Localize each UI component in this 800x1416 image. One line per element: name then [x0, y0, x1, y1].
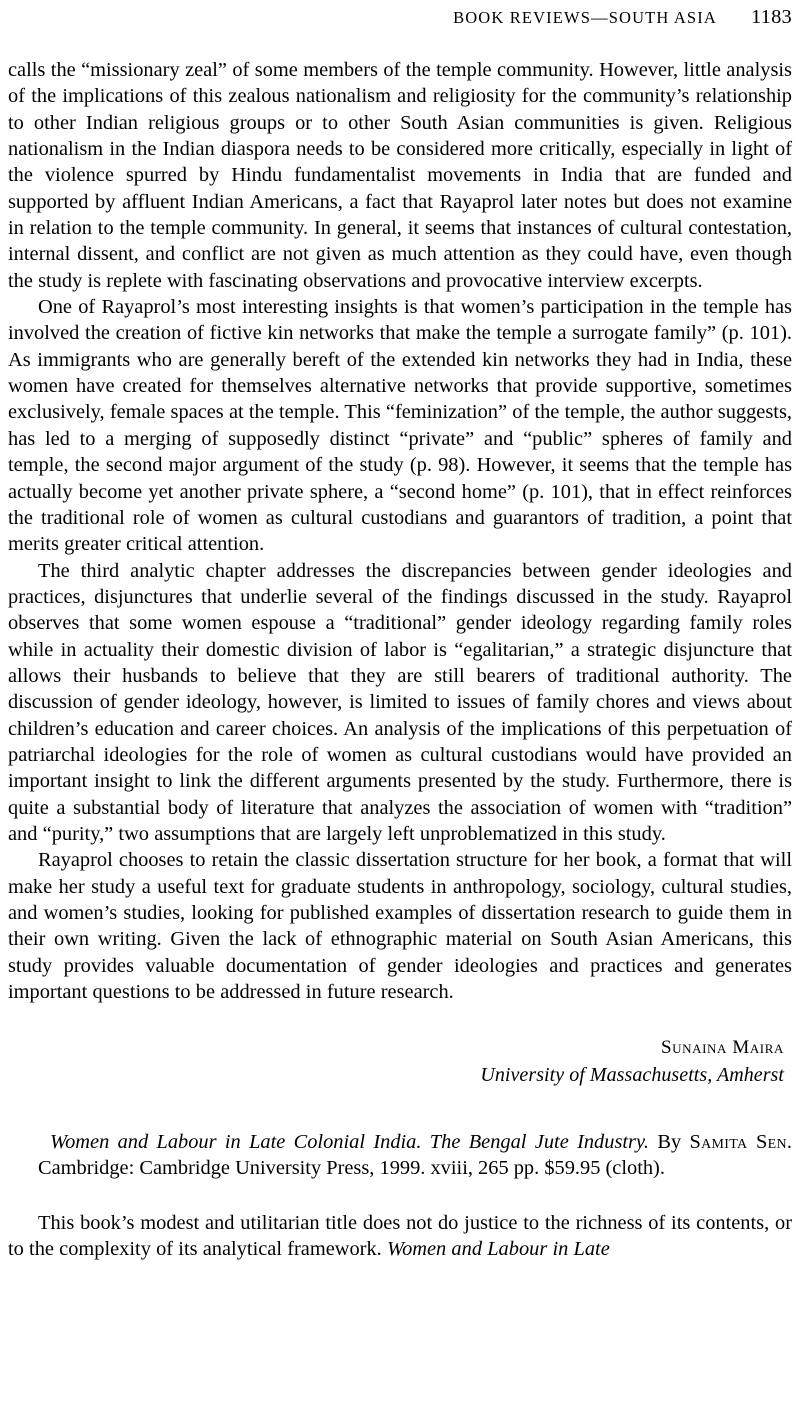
reviewer-affiliation: University of Massachusetts, Amherst — [480, 1063, 784, 1086]
book-citation — [8, 1129, 792, 1182]
next-review-opening — [8, 1210, 792, 1263]
reviewer-signature — [8, 1035, 792, 1088]
citation-book-title: Women and Labour in Late Colonial India. The Bengal Jute Industry. — [50, 1131, 650, 1154]
citation-publication-details: . Cambridge: Cambridge University Press, 1999. xviii, 265 pp. $59.95 (cloth). — [38, 1131, 793, 1180]
running-head-title: BOOK REVIEWS—SOUTH ASIA — [453, 8, 717, 27]
page-number: 1183 — [750, 6, 792, 28]
paragraph-continued: calls the “missionary zeal” of some members of the temple community. However, little analysis of the implications of this zealous nationalism and religiosity for the community’s relationship to other Indian religious groups or to other South Asian communities is given. Religious nationalism in the Indian diaspora needs to be considered more critically, especially in light of the violence spurred by Hindu fundamentalist movements in India that are funded and supported by affluent Indian Americans, a fact that Rayaprol later notes but does not examine in relation to the temple community. In general, it seems that instances of cultural contestation, internal dissent, and conflict are not given as much attention as they could have, even though the study is replete with fascinating observations and provocative interview excerpts. — [8, 59, 792, 292]
running-head — [0, 6, 800, 30]
reviewer-name: Sunaina Maira — [660, 1037, 784, 1059]
citation-author: Samita Sen — [689, 1131, 787, 1154]
text-column — [8, 57, 792, 1262]
next-review-paragraph — [8, 1210, 792, 1263]
paragraph-dissertation-structure: Rayaprol chooses to retain the classic dissertation structure for her book, a format that will make her study a useful text for graduate students in anthropology, sociology, cultural studies, and women’s studies, looking for published examples of dissertation research to guide them in their own writing. Given the lack of ethnographic material on South Asian Americans, this study provides valuable documentation of gender ideologies and practices and generates important questions to be addressed in future research. — [8, 849, 792, 1004]
paragraph-third-chapter: The third analytic chapter addresses the discrepancies between gender ideologies and practices, disjunctures that underlie several of the findings discussed in the study. Rayaprol observes that some women espouse a “traditional” gender ideology regarding family roles while in actuality their domestic division of labor is “egalitarian,” a strategic disjuncture that allows their husbands to believe that they are still bearers of traditional authority. The discussion of gender ideology, however, is limited to issues of family chores and views about children’s education and career choices. An analysis of the implications of this perpetuation of patriarchal ideologies for the role of women as cultural custodians would have provided an important insight to link the different arguments presented by the study. Furthermore, there is quite a substantial body of literature that analyzes the association of women with “tradition” and “purity,” two assumptions that are largely left unproblematized in this study. — [8, 559, 792, 845]
citation-by-word: By — [657, 1131, 682, 1154]
paragraph-fictive-kin: One of Rayaprol’s most interesting insights is that women’s participation in the temple has involved the creation of fictive kin networks that make the temple a surrogate family” (p. 101). As immigrants who are generally bereft of the extended kin networks they had in India, these women have created for themselves alternative networks that provide supportive, sometimes exclusively, female spaces at the temple. This “feminization” of the temple, the author suggests, has led to a merging of supposedly distinct “private” and “public” spheres of family and temple, the second major argument of the study (p. 98). However, it seems that the temple has actually become yet another private sphere, a “second home” (p. 101), that in effect reinforces the traditional role of women as cultural custodians and guarantors of tradition, a point that merits greater critical attention. — [8, 296, 792, 556]
next-review-lead-text: This book’s modest and utilitarian title does not do justice to the richness of its contents, or to the complexity of its analytical framework. — [8, 1211, 792, 1261]
next-review-italic-title: Women and Labour in Late — [386, 1238, 610, 1261]
